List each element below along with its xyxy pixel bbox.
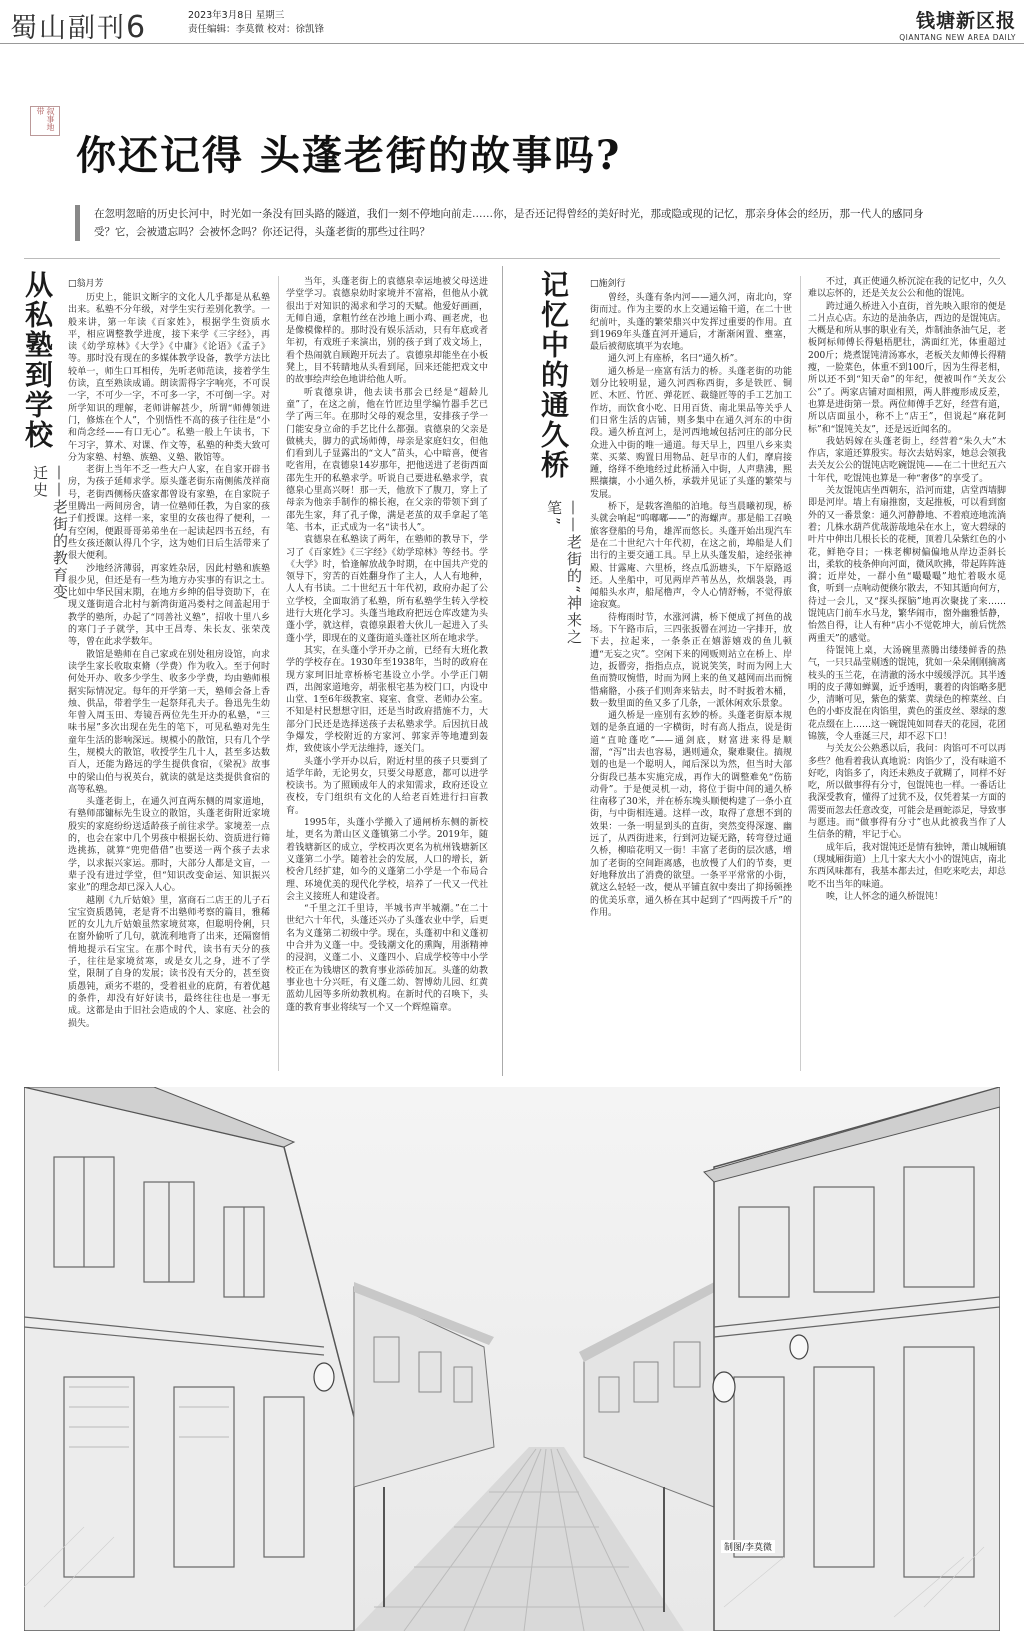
column-divider	[278, 276, 279, 1071]
paragraph: 通久桥是一座富有活力的桥。头蓬老街的功能划分比较明显，通久河西称西街，多是铁匠、铜匠、木匠、竹匠、弹花匠、裁缝匠等的手工艺加工作坊，而饮食小吃、日用百货、南北果品等关乎人们日常生活的店铺，则多集中在通久河东的中街段。通久桥直河上，是河西地域包括河庄的部分民众进入中街的唯一通道。每天早上，四里八乡来卖菜、买菜、购置日用物品、赶早市的人们，摩肩接踵，络绎不绝地经过此桥涌入中街，人声鼎沸，熙熙攘攘，小小通久桥，承载并见证了头蓬的繁荣与发展。	[590, 366, 792, 500]
column-tag-text: 叙事地带	[36, 107, 55, 131]
paragraph: 老街上当年不乏一些大户人家，在自家开辟书房，为孩子延师求学。原头蓬老街东南侧熊茂祥商号，老街西侧杨庆盛家都曾设有家塾，在自家院子里腾出一两间房舍，请一位塾师任教，为自家的孩子们授课。这样一来，家里的女孩也得了便利，一有空闲，便跟哥哥弟弟坐在一起读起四书五经，有些女孩还颇认得几个字，这为她们日后生活带来了很大便利。	[68, 465, 270, 562]
street-sketch-icon	[24, 1087, 1000, 1631]
paragraph: 当年，头蓬老街上的袁德泉幸运地被父母送进学堂学习。袁德泉幼时家境并不富裕，但他从小就很出于对知识的渴求和学习的天赋。他爱好画画，无师自通，拿粗竹丝在沙地上画小鸡、画老虎，也是像模像样的。那时没有娱乐活动，只有年底或者年初，有戏班子来演出，别的孩子到了戏文场上，看个热闹就自顾跑开玩去了。袁德泉却能坐在小板凳上，目不转睛地从头看到尾，回来还能把戏文中的故事绘声绘色地讲给他人听。	[286, 277, 488, 386]
paragraph: 1995年，头蓬小学搬入了通闸桥东侧的新校址，更名为萧山区义蓬镇第二小学。2019年，随着钱塘新区的成立，学校再次更名为杭州钱塘新区义蓬第二小学。随着社会的发展，人口的增长，新校舍几经扩建，如今的义蓬第二小学是一个布局合理、环境优美的现代化学校，培养了一代又一代社会主义接班人和建设者。	[286, 818, 488, 902]
editor-credits: 责任编辑：李莫微 校对：徐凯锋	[188, 24, 325, 35]
paragraph: 桥下，是载客渔船的泊地。每当晨曦初现，桥头就会响起“呜嘟嘟——”的海螺声。那是船工召唤旅客登船的号角，雄浑而悠长。头蓬开始出现汽车是在二十世纪六十年代初，在这之前，埠船是人们出行的主要交通工具。早上从头蓬发船，途经张神殿、甘露庵、六里桥，终点瓜沥塘头，下午原路返还。人坐船中，可见两岸芦苇丛丛，炊烟袅袅，再闻船头水声，船尾橹声，令人心情舒畅，不觉得旅途寂寞。	[590, 502, 792, 611]
paragraph: 历史上，能识文断字的文化人几乎都是从私塾出来。私塾不分年级，对学生实行差别化教学。一般来讲，第一年读《百家姓》，根据学生资质水平，相应调整教学进度，接下来学《三字经》，再读《幼学琼林》《大学》《中庸》《论语》《孟子》等。那时没有现在的多媒体教学设备，教学方法比较单一，师生口耳相传，先听老师范读，接着学生仿读，直至熟读成诵。朗读需得字字响亮，不可误一字，不可少一字，不可多一字，不可倒一字。对所学知识的理解，老师讲解甚少，所谓“师傅领进门，修炼在个人”，个别悟性不高的孩子往往是“小和尚念经——有口无心”。私塾一般上午读书，下午习字，算术、对课、作文等，私塾的种类大致可分为家塾、村塾、族塾、义塾、散馆等。	[68, 293, 270, 463]
paragraph: “千里之江千里诗，半城书声半城潮。”在二十世纪六十年代，头蓬还兴办了头蓬农业中学，后更名为义蓬第二初级中学。现在，头蓬初中和义蓬初中合并为义蓬一中。受钱潮文化的熏陶，用浙精神的浸润，义蓬二小、义蓬四小、启成学校等中小学校正在为钱塘区的教育事业添砖加瓦。头蓬的幼教事业也十分兴旺，有义蓬二幼、智博幼儿园、红黄蓝幼儿园等多所幼教机构。在新时代的召唤下，头蓬的教育事业将续写一个又一个辉煌篇章。	[286, 904, 488, 1013]
paragraph: 头蓬老街上，在通久河直两东侧的周家道地，有塾师邵镛标先生设立的散馆，头蓬老街附近家境殷实的家庭纷纷送适龄孩子前往求学。家境差一点的，也会在家中几个男孩中根据长幼、资质进行筛选挑拣，就算“兜兜借借”也要送一两个孩子去求学，以求振兴家运。那时，大部分人都是文盲，一辈子没有进过学堂，但“知识改变命运、知识振兴家业”的理念却已深入人心。	[68, 797, 270, 894]
paragraph: 通久桥是一座别有玄妙的桥。头蓬老街原本规划的是条直通的一字横街，时有高人指点，说是街道“直呛蓬吃”——通剑底，财富进来得是顺溜，“泻”出去也容易，遇则通众，聚难聚住。搞规划的也是一个聪明人，闻后深以为然，但当时大部分街段已基本实施完成，再作大的调整难免“伤筋动骨”。于是便灵机一动，将位于街中间的通久桥往南移了30米，并在桥东堍头顺便构建了一条小直街，与中街相连通。这样一改，取得了意想不到的效果：一条一明显到头的直街，突然变得深邃、幽远了，从西街进来，行到河边疑无路，转弯登过通久桥，柳暗花明又一街！丰富了老街的层次感，增加了老街的空间距离感，也放慢了人们的节奏，更好地释放出了消费的欲望。一条平平常常的小街，就这么轻轻一改，便从平铺直叙中奏出了抑扬顿挫的优美乐章，通久桥在其中起到了“四两拨千斤”的作用。	[590, 711, 792, 918]
paragraph: 袁德泉在私塾读了两年，在塾师的教导下，学习了《百家姓》《三字经》《幼学琼林》等经书。学《大学》时，恰逢解放战争时期，在中国共产党的领导下，穷苦的百姓翻身作了主人，人人有地种，人人有书读。二十世纪五十年代初，政府办起了公立学校，全面取消了私塾，所有私塾学生转入学校进行大班化学习。头蓬当地政府把远仓库改建为头蓬小学，就这样，袁德泉跟着大伙儿一起进入了头蓬小学，即现在的义蓬街道头蓬社区所在地求学。	[286, 535, 488, 644]
paragraph: 我姑妈嫁在头蓬老街上，经营着“朱久大”木作店，家道还算殷实。每次去姑妈家，她总会领我去关友公公的馄饨店吃碗馄饨——在二十世纪五六十年代，吃馄饨也算是一种“奢侈”的享受了。	[808, 436, 1006, 484]
paragraph: 沙地经济薄弱，再家姓杂居，因此村塾和族塾很少见，但还是有一些为地方办实事的有识之士。比如中华民国末期，在地方乡绅的倡导资助下，在现义蓬街道合北村与新湾街道冯娄村之间盖起用于教学的塾所，办起了“同善社义塾”，招收十里八乡的寒门子子就学，其中王昌寿、朱长友、张荣茂等，曾在此求学数年。	[68, 563, 270, 648]
paragraph: 跨过通久桥进入小直街，首先映入眼帘的便是二爿点心店。东边的是油条店，西边的是馄饨店。大概是和所从事的职业有关，炸制油条油气足，老板阿标师傅长得魁梧肥壮，满面红光，体重超过200斤；烧煮馄饨清汤寡水，老板关友师傅长得精瘦，一脸菜色，体重不到100斤，因为生得老相，所以还不到“知天命”的年纪，便被叫作“关友公公”了。两家店铺对面相照，两人胖瘦形成反差，也算是进街第一景。两位师傅手艺好，经营有道，所以店面虽小，称不上“店王”，但说起“麻花阿标”和“馄饨关友”，还是远近闻名的。	[808, 301, 1006, 435]
section-title	[10, 6, 147, 45]
paragraph: 与关友公公熟悉以后，我问：肉馅可不可以再多些？他看着我认真地说：肉馅少了，没有味道不好吃，肉馅多了，肉还未熟皮子就糊了，同样不好吃，所以做事得有分寸，包馄饨也一样。一番话让我深受教育，懂得了过犹不及，仅凭着某一方面的需要而忽去任意改变，可能会是画蛇添足，导致事与愿违。而“做事得有分寸”也从此被我当作了人生信条的精，牢记于心。	[808, 744, 1006, 841]
article1-column-2	[286, 276, 488, 1072]
header-meta	[188, 9, 324, 37]
brand-english-name: QIANTANG NEW AREA DAILY	[899, 33, 1016, 42]
paragraph: 成年后，我对馄饨还是情有独钟，萧山城厢镇（现城厢街道）上几十家大大小小的馄饨店，南北东西风味都有，我基本都去过，但吃来吃去，却总吃不出当年的味道。	[808, 842, 1006, 890]
divider	[24, 258, 1000, 259]
article2-column-2	[808, 276, 1006, 1072]
old-street-illustration	[24, 1087, 1000, 1631]
article2-column-1	[590, 292, 792, 1072]
article1-column-1	[68, 292, 270, 1072]
article2-title: 记忆中的通久桥	[537, 270, 570, 480]
article1-subtitle: ——老街的教育变迁史	[31, 465, 69, 601]
article2-byline: □施剑行	[590, 279, 626, 289]
paragraph: 曾经，头蓬有条内河——通久河，南北向，穿街而过。作为主要的水上交通运输干道，在二十世纪前叶，头蓬的繁荣鼎兴中发挥过重要的作用。直到1969年头蓬直河开通后，才渐渐闲置、壅塞，最后被彻底填平为农地。	[590, 293, 792, 353]
paragraph: 其实，在头蓬小学开办之前，已经有大班化教学的学校存在。1930年至1938年，当时的政府在现方家珂旧址章桥桥宅基设立小学。小学正门朝西，出阁家道地旁，胡张根宅基为校门口，内设中山堂、1至6年级教室、寝室、食堂、老师办公室。不知是村民想想守旧，还是当时政府措施不力，大部分门民还是选择送孩子去私塾求学。后因抗日战争爆发，学校附近的方家河、郭家弄等地遭到轰炸，致使该小学无法维持，逐关门。	[286, 645, 488, 755]
article1-title: 从私塾到学校	[21, 270, 54, 450]
paragraph: 越刚《九斤姑娘》里，富商石二店王的儿子石宝宝资质愚钝，老是背不出塾师考察的篇目，雅稀匠的女儿九斤姑娘虽然家境贫寒，但聪明伶俐，只在窗外偷听了几句，就流利地背了出来，还隔窗悄悄地提示石宝宝。在那个时代，读书有天分的孩子，往往是家境贫寒，或是女儿之身，进不了学堂，限制了自身的发展；读书没有天分的，甚至资质愚钝，顽劣不堪的，受着祖业的庇荫，有着优越的条件，却没有好好读书，最终往往也是一事无成。这都是由于旧社会造成的个人、家庭、社会的损失。	[68, 895, 270, 1029]
page-headline: 你还记得 头蓬老街的故事吗?	[76, 132, 622, 179]
issue-date: 2023年3月8日 星期三	[188, 10, 285, 21]
paragraph: 听袁德泉讲，他去读书那会已经是“超龄儿童”了，在这之前，他在竹匠边里学编竹器手艺已学了两三年。在那时父母的观念里，安排孩子学一门能安身立命的手艺比什么都强。袁德泉的父亲是做桃夫，脚力的武场师傅，母亲是家庭妇女，但他们看到儿子显露出的“文人”苗头，心中暗喜，便省吃省用，在袁德泉14岁那年，把他送进了老街西面邵先生开的私塾求学。听说自己要进私塾求学，袁德泉心里高兴呀！那一天，他放下了腹刀，穿上了母亲为他亲手制作的棉长袍，在父亲的带领下到了邵先生家，拜了孔子像，满是老茧的双手拿起了笔笔、书本，正式成为一名“读书人”。	[286, 387, 488, 533]
paragraph: 唉，让人怀念的通久桥馄饨！	[826, 891, 944, 902]
column-tag-seal	[30, 106, 60, 136]
paragraph: 关友馄饨店坐西朝东，沿河而建，店堂西墙脚即是河岸。墙上有扇推窗，支起推板，可以看到窗外的又一番景象：通久河静静地、不着痕迹地流淌着；几株水葫芦优哉游哉地朵在水上，宽大碧绿的叶片中伸出几根长长的花梗，顶着几朵紫红色的小花，鲜艳夺目；一株老柳树偏偏地从岸边歪斜长出，柔软的枝条伸向河面，微风吹拂，带起阵阵涟漪；近岸处，一群小鱼“嘬嘬嘬”地忙着吸水觅食，听到一点响动便倏尔散去，不知其遁向何方，待过一会儿，又“探头探脑”地再次聚拢了来……馄饨店门前车水马龙，繁华闹市，窗外幽雅恬静，怡然自得，让人有种“店小不觉乾坤大，前后恍然两重天”的感觉。	[808, 486, 1006, 644]
paragraph: 不过，真正使通久桥沉淀在我的记忆中，久久难以忘怀的，还是关友公公和他的馄饨。	[808, 277, 1006, 300]
paragraph: 通久河上有座桥，名曰“通久桥”。	[608, 354, 744, 365]
article2-subtitle: ——老街的“神来之笔”	[545, 500, 583, 646]
paragraph: 待梅雨时节，水涨河满，桥下便成了抲鱼的战场。下午路市后，三四张扳罾在河边一字排开，放下去，拉起来，一条条正在嬉游嬉戏的鱼儿顿遭“无妄之灾”。空闲下来的网贩则站立在桥上、岸边，扳罾旁，指指点点，说说笑笑，时而为网上大鱼而赞叹惋惜，时而为网上来的鱼叉越网而出而惋惜痛骼，小孩子们则奔来钻去，时不时扳着木桶，数一数里面的鱼又多了几条，一派休闲欢乐景象。	[590, 612, 792, 709]
article1-byline: □翁月芳	[68, 279, 104, 289]
page-number: 6	[126, 10, 148, 45]
intro-deck: 在忽明忽暗的历史长河中，时光如一条没有回头路的隧道，我们一刻不停地向前走……你，是否还记得曾经的美好时光，那或隐或现的记忆，那亲身体会的经历，那一代人的感同身受？它，会被遗忘吗？会被怀念吗？你还记得，头蓬老街的那些过往吗？	[75, 205, 935, 241]
article-divider	[502, 266, 503, 1076]
paragraph: 待馄饨上桌，大汤碗里蒸腾出缕缕鲜香的热气，一只只晶莹剔透的馄饨，犹如一朵朵刚刚摘离枝头的玉兰花，在清澈的汤水中缓缓浮沉。其半透明的皮子薄如蝉翼，近乎透明，裹着的肉馅略多肥少，清晰可见，紫色的紫菜、黄绿色的榨菜丝、白色的小虾皮混在肉馅里，黄色的蛋皮丝、翠绿的葱花点缀在上……这一碗馄饨如同春天的花园，花团锦簇，令人垂涎三尺，却不忍下口！	[808, 645, 1006, 742]
column-divider	[800, 276, 801, 1071]
paragraph: 散馆是塾师在自己家或在别处租房设馆，向求读学生家长收取束脩（学费）作为收入。至于何时何处开办、收多少学生、收多少学费，均由塾师根据实际情况定。每年的开学第一天，塾师会备上香烛、供品，带着学生一起祭拜孔夫子。鲁迅先生幼年曾入周玉田、寿镜吾两位先生开办的私塾，“三味书屋”多次出现在先生的笔下，可见私塾对先生童年生活的影响深远。规模小的散馆，只有几个学生，规模大的散馆，收授学生几十人，甚至多达数百人，还能为路远的学生提供食宿，《梁祝》故事中的梁山伯与祝英台，就读的就是这类提供食宿的高等私塾。	[68, 649, 270, 795]
newspaper-brand	[816, 6, 1016, 42]
section-name: 蜀山副刊	[10, 13, 126, 44]
paragraph: 头蓬小学开办以后，附近村里的孩子只要到了适学年龄，无论男女，只要父母愿意，都可以进学校读书。为了照顾成年人的求知需求，政府还设立夜校，专门组织有文化的人给老百姓进行扫盲教育。	[286, 756, 488, 816]
brand-name: 钱塘新区报	[915, 10, 1016, 32]
page-header	[0, 0, 1024, 44]
illustration-credit: 制图/李莫微	[721, 1540, 775, 1553]
